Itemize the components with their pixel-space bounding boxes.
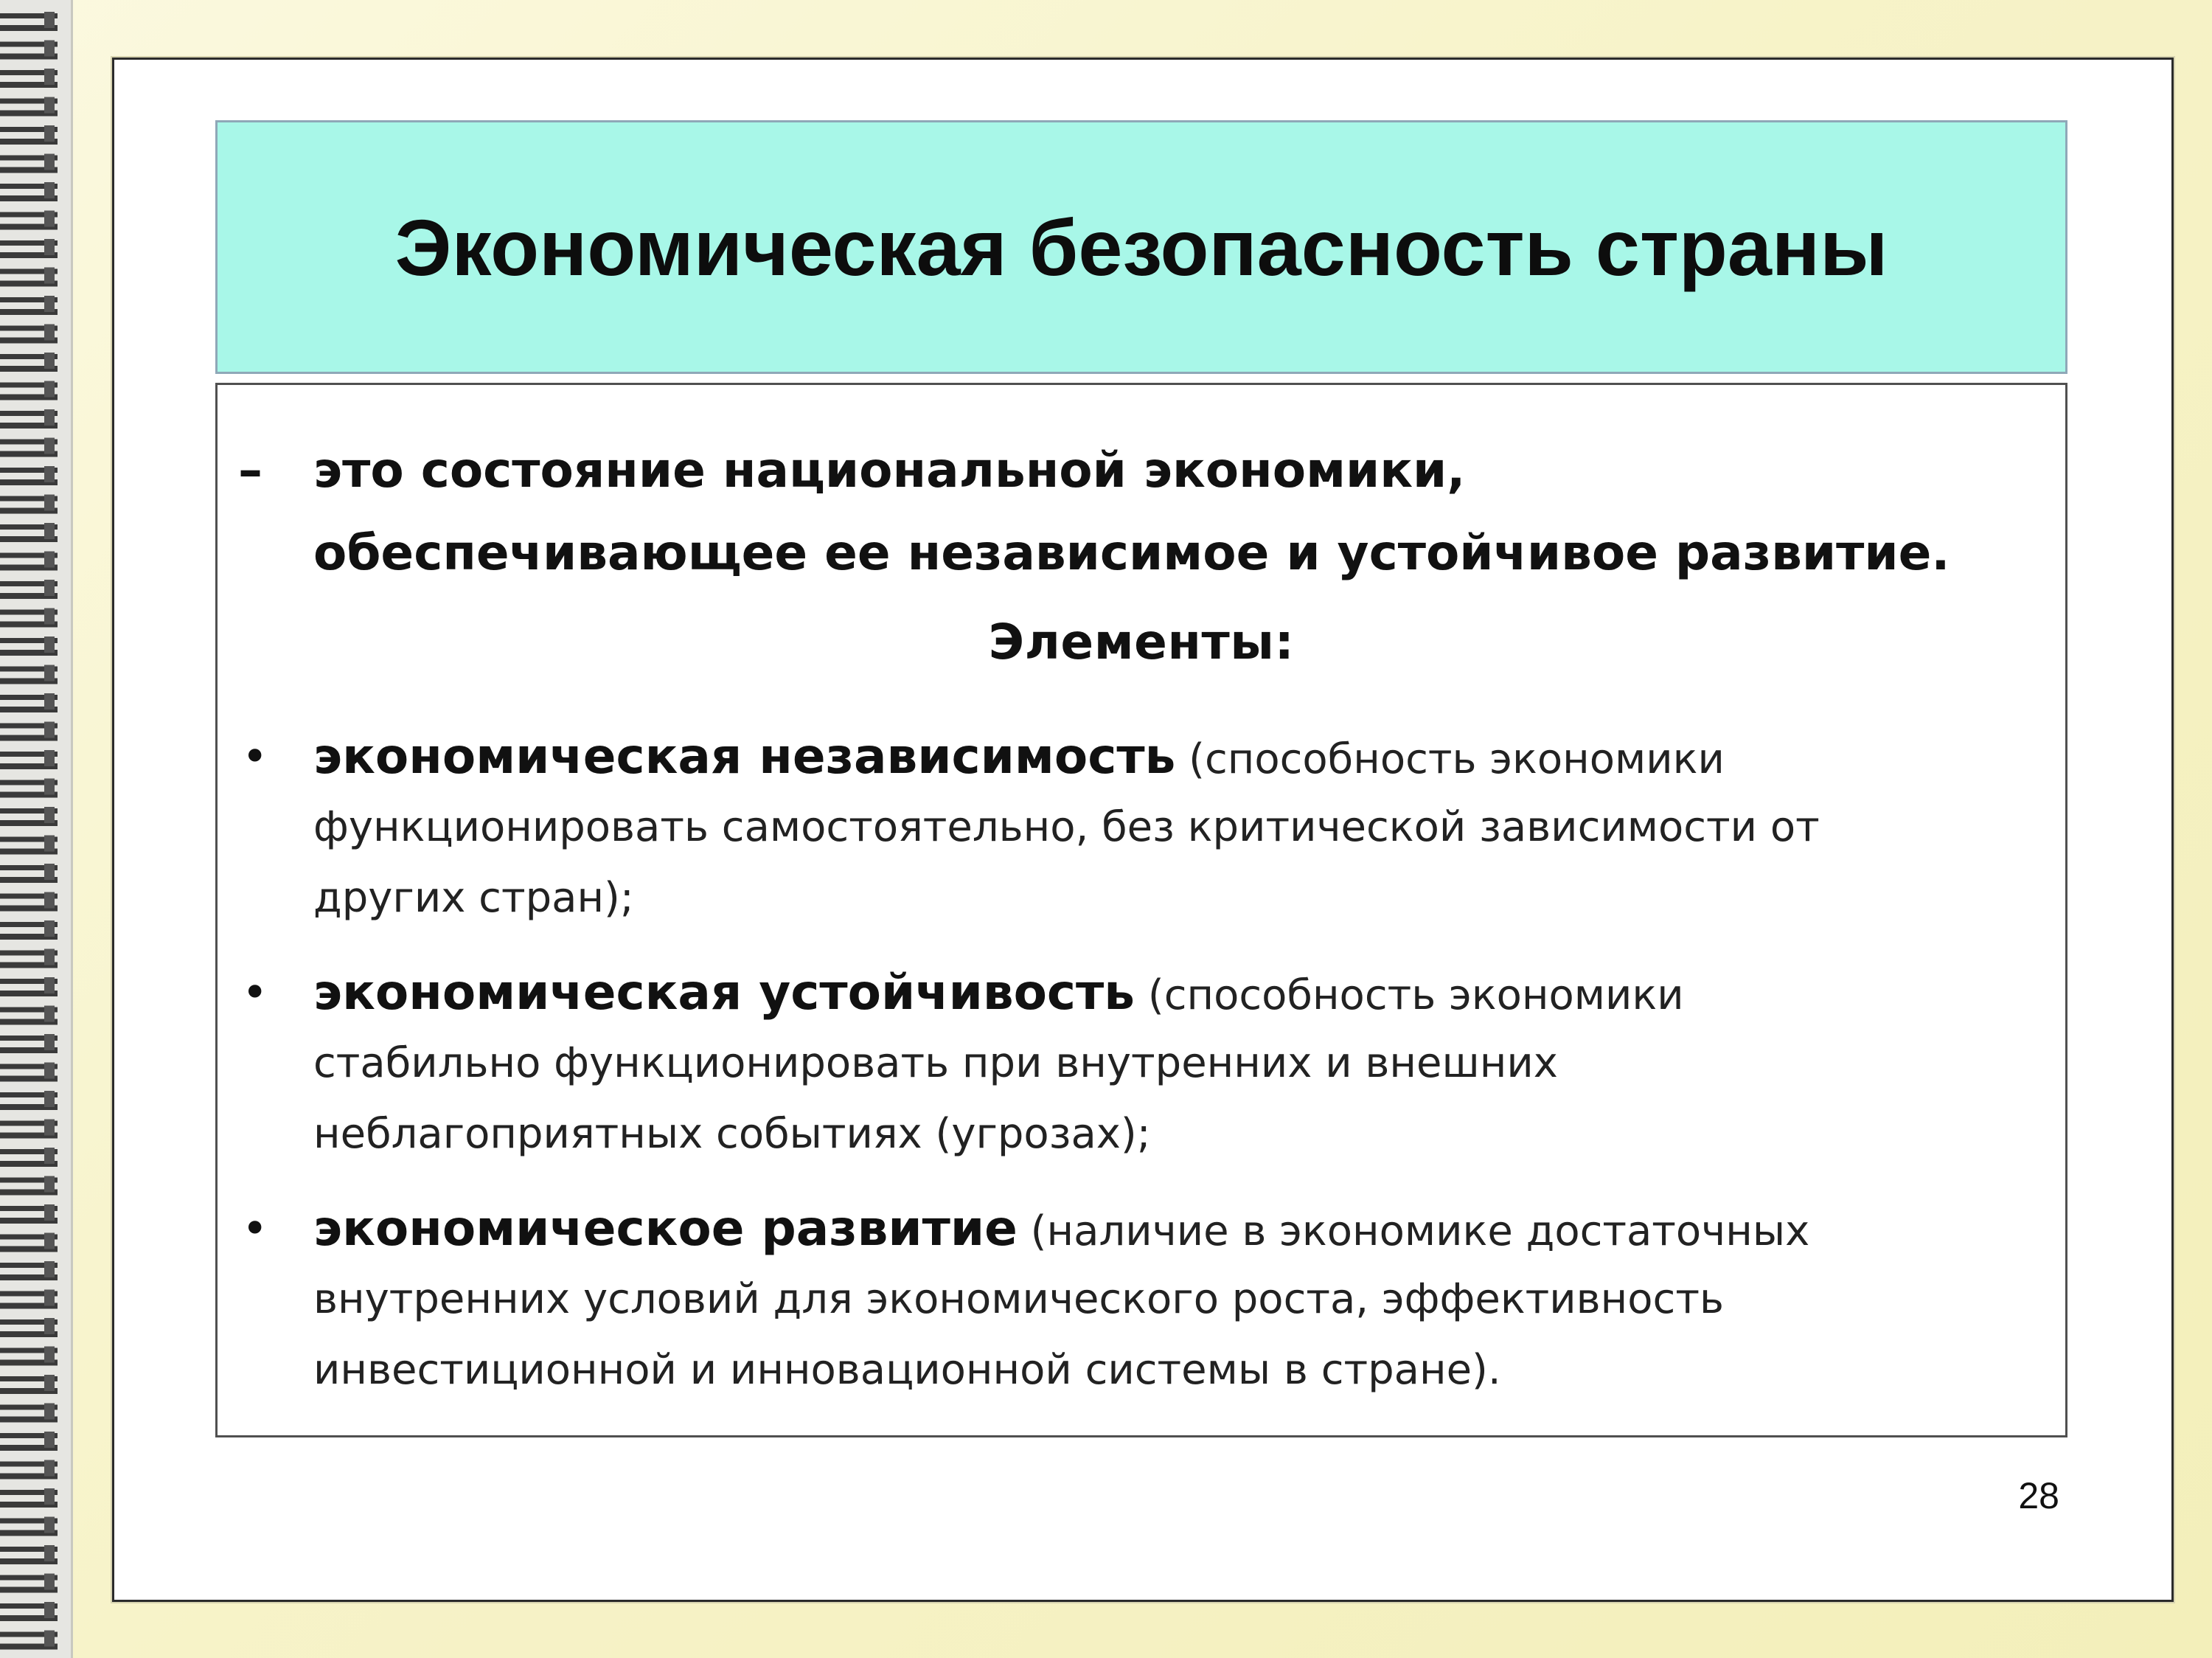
page-number: 28 <box>2018 1475 2059 1516</box>
content-box <box>215 383 2067 1437</box>
element-desc: (способность экономики <box>1135 971 1684 1019</box>
slide-title: Экономическая безопасность страны <box>394 202 1888 292</box>
element-desc: (способность экономики <box>1175 735 1725 783</box>
notebook-binding <box>0 0 73 1658</box>
element-term: экономическое развитие <box>313 1200 1018 1257</box>
element-term: экономическая устойчивость <box>313 964 1135 1021</box>
element-desc-line-2: стабильно функционировать при внутренних и внешних <box>313 1039 1558 1087</box>
element-desc-line-3: других стран); <box>313 874 634 922</box>
element-desc-line-3: неблагоприятных событиях (угрозах); <box>313 1110 1151 1158</box>
bullet-icon: • <box>242 1203 268 1255</box>
element-line-1 <box>313 957 1684 1031</box>
definition-line-1: это состояние национальной экономики, <box>313 442 1466 499</box>
element-desc-line-2: функционировать самостоятельно, без критической зависимости от <box>313 803 1820 851</box>
elements-heading: Элементы: <box>988 614 1295 670</box>
element-desc: (наличие в экономике достаточных <box>1017 1207 1810 1255</box>
bullet-icon: • <box>242 967 268 1019</box>
title-box <box>215 120 2067 374</box>
spiral-rings <box>0 6 71 1658</box>
element-term: экономическая независимость <box>313 728 1176 785</box>
bullet-icon: • <box>242 731 268 783</box>
element-desc-line-2: внутренних условий для экономического роста, эффективность <box>313 1275 1724 1323</box>
definition-dash: – <box>238 442 262 499</box>
element-line-1 <box>313 1193 1809 1267</box>
definition-line-2: обеспечивающее ее независимое и устойчивое развитие. <box>313 524 1950 581</box>
element-desc-line-3: инвестиционной и инновационной системы в стране). <box>313 1346 1501 1394</box>
element-line-1 <box>313 721 1725 795</box>
slide <box>112 58 2174 1602</box>
